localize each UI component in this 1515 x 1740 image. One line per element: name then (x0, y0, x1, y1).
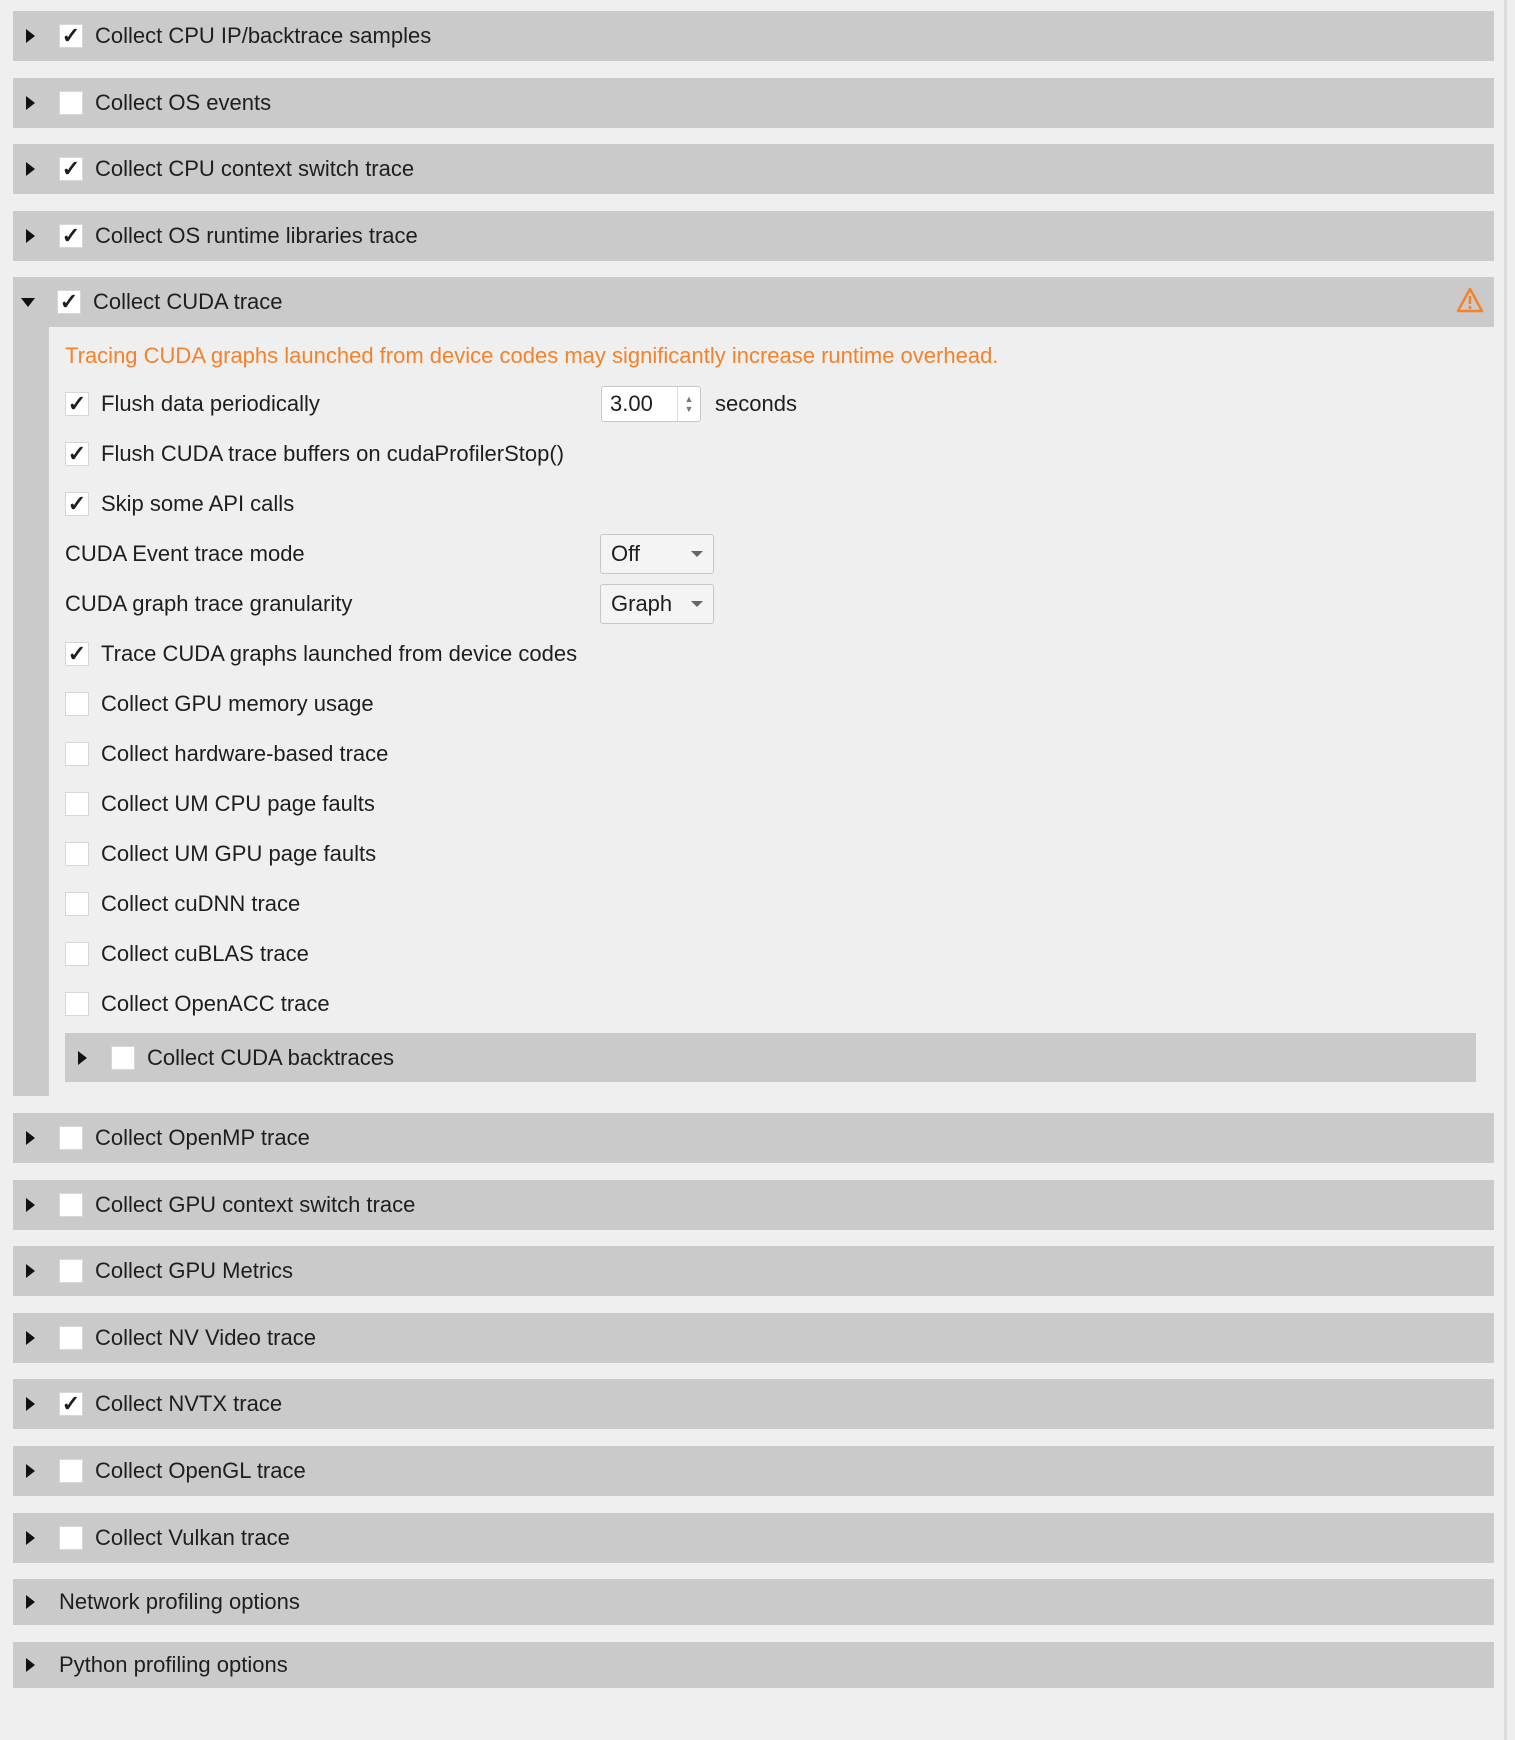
option-checkbox[interactable] (65, 792, 89, 816)
event-mode-dropdown[interactable] (600, 534, 714, 574)
option-row (65, 629, 1494, 679)
option-label: Skip some API calls (101, 491, 295, 517)
chevron-right-icon[interactable] (26, 96, 35, 110)
option-label: Flush CUDA trace buffers on cudaProfilerStop() (101, 441, 565, 467)
spin-up-icon[interactable]: ▲ (684, 394, 694, 405)
section-label: Network profiling options (59, 1589, 300, 1615)
option-checkbox[interactable]: ✓ (65, 642, 89, 666)
section-header[interactable] (13, 1446, 1494, 1496)
section-header[interactable] (13, 78, 1494, 128)
caret-down-icon (691, 601, 703, 607)
section-header[interactable] (13, 1180, 1494, 1230)
section-header[interactable] (13, 211, 1494, 261)
option-label: Trace CUDA graphs launched from device codes (101, 641, 578, 667)
section-label: Collect CUDA trace (93, 289, 283, 315)
dropdown-value: Graph (611, 591, 673, 617)
section-header[interactable] (13, 1113, 1494, 1163)
section-header[interactable] (13, 1513, 1494, 1563)
option-label: CUDA graph trace granularity (65, 591, 353, 617)
option-checkbox[interactable] (65, 692, 89, 716)
section-label: Collect Vulkan trace (95, 1524, 290, 1550)
option-label: Collect cuBLAS trace (101, 941, 309, 967)
option-checkbox[interactable] (65, 942, 89, 966)
section-checkbox[interactable] (59, 1326, 83, 1350)
caret-down-icon (691, 551, 703, 557)
section-header-cuda[interactable] (13, 277, 1494, 327)
cuda-trace-checkbox[interactable]: ✓ (57, 290, 81, 314)
chevron-right-icon[interactable] (26, 29, 35, 43)
skip-api-checkbox[interactable]: ✓ (65, 492, 89, 516)
spin-down-icon[interactable]: ▼ (684, 404, 694, 415)
option-checkbox[interactable] (65, 742, 89, 766)
section-label: Collect NVTX trace (95, 1391, 283, 1417)
option-checkbox[interactable] (65, 992, 89, 1016)
section-label: Collect GPU context switch trace (95, 1191, 416, 1217)
option-row (65, 979, 1494, 1029)
section-checkbox[interactable]: ✓ (59, 157, 83, 181)
option-label: Collect cuDNN trace (101, 891, 301, 917)
section-checkbox[interactable] (59, 1193, 83, 1217)
chevron-right-icon[interactable] (26, 229, 35, 243)
option-label: Collect UM GPU page faults (101, 841, 377, 867)
section-label: Collect NV Video trace (95, 1324, 316, 1350)
chevron-right-icon[interactable] (26, 1331, 35, 1345)
section-header[interactable] (13, 1313, 1494, 1363)
section-label: Collect CUDA backtraces (147, 1044, 394, 1070)
scrollbar[interactable] (1504, 0, 1507, 1740)
flush-periodic-checkbox[interactable]: ✓ (65, 392, 89, 416)
flush-on-stop-checkbox[interactable]: ✓ (65, 442, 89, 466)
warning-message: Tracing CUDA graphs launched from device codes may significantly increase runtime overhead. (65, 343, 999, 369)
chevron-right-icon[interactable] (26, 1131, 35, 1145)
graph-granularity-dropdown[interactable] (600, 584, 714, 624)
graph-granularity-row (65, 579, 1494, 629)
option-row (65, 829, 1494, 879)
option-checkbox[interactable] (65, 892, 89, 916)
option-label: Collect UM CPU page faults (101, 791, 375, 817)
section-label: Collect OpenMP trace (95, 1124, 310, 1150)
option-row (65, 879, 1494, 929)
section-header[interactable] (13, 144, 1494, 194)
cuda-options (13, 327, 1494, 1096)
flush-periodic-row (65, 379, 1494, 429)
dropdown-value: Off (611, 541, 640, 567)
section-label: Collect CPU IP/backtrace samples (95, 23, 432, 48)
section-checkbox[interactable] (59, 1459, 83, 1483)
unit-label: seconds (715, 391, 797, 417)
chevron-right-icon[interactable] (26, 1531, 35, 1545)
section-label: Collect GPU Metrics (95, 1258, 294, 1284)
chevron-right-icon[interactable] (26, 1658, 35, 1672)
option-row (65, 479, 1494, 529)
section-header[interactable] (13, 1379, 1494, 1429)
section-label: Python profiling options (59, 1652, 288, 1678)
section-header[interactable] (13, 1642, 1494, 1688)
chevron-right-icon[interactable] (26, 1595, 35, 1609)
section-checkbox[interactable] (59, 91, 83, 115)
warning-triangle-icon (1456, 287, 1484, 313)
section-label: Collect OpenGL trace (95, 1457, 306, 1483)
option-label: Collect hardware-based trace (101, 741, 389, 767)
option-checkbox[interactable] (65, 842, 89, 866)
option-row (65, 429, 1494, 479)
cuda-backtraces-header[interactable] (65, 1033, 1476, 1082)
chevron-right-icon[interactable] (26, 162, 35, 176)
cuda-backtraces-checkbox[interactable] (111, 1046, 135, 1070)
section-checkbox[interactable]: ✓ (59, 1392, 83, 1416)
option-row (65, 929, 1494, 979)
section-checkbox[interactable] (59, 1259, 83, 1283)
section-header[interactable] (13, 1246, 1494, 1296)
chevron-right-icon[interactable] (78, 1051, 87, 1065)
option-row (65, 729, 1494, 779)
section-label: Collect OS events (95, 89, 272, 115)
chevron-right-icon[interactable] (26, 1198, 35, 1212)
section-checkbox[interactable] (59, 1126, 83, 1150)
section-checkbox[interactable]: ✓ (59, 24, 83, 48)
chevron-right-icon[interactable] (26, 1264, 35, 1278)
settings-panel (13, 11, 1494, 1705)
option-label: CUDA Event trace mode (65, 541, 305, 567)
option-label: Collect GPU memory usage (101, 691, 374, 717)
chevron-down-icon[interactable] (21, 298, 35, 307)
section-header[interactable] (13, 1579, 1494, 1625)
flush-interval-spinbox[interactable] (601, 386, 701, 422)
option-label: Collect OpenACC trace (101, 991, 330, 1017)
option-label: Flush data periodically (101, 391, 320, 417)
section-header[interactable] (13, 11, 1494, 61)
chevron-right-icon[interactable] (26, 1397, 35, 1411)
option-row (65, 679, 1494, 729)
spinbox-value[interactable]: 3.00 (610, 391, 653, 417)
section-label: Collect OS runtime libraries trace (95, 222, 418, 248)
section-label: Collect CPU context switch trace (95, 156, 415, 182)
section-checkbox[interactable]: ✓ (59, 224, 83, 248)
event-mode-row (65, 529, 1494, 579)
section-checkbox[interactable] (59, 1526, 83, 1550)
option-row (65, 779, 1494, 829)
chevron-right-icon[interactable] (26, 1464, 35, 1478)
